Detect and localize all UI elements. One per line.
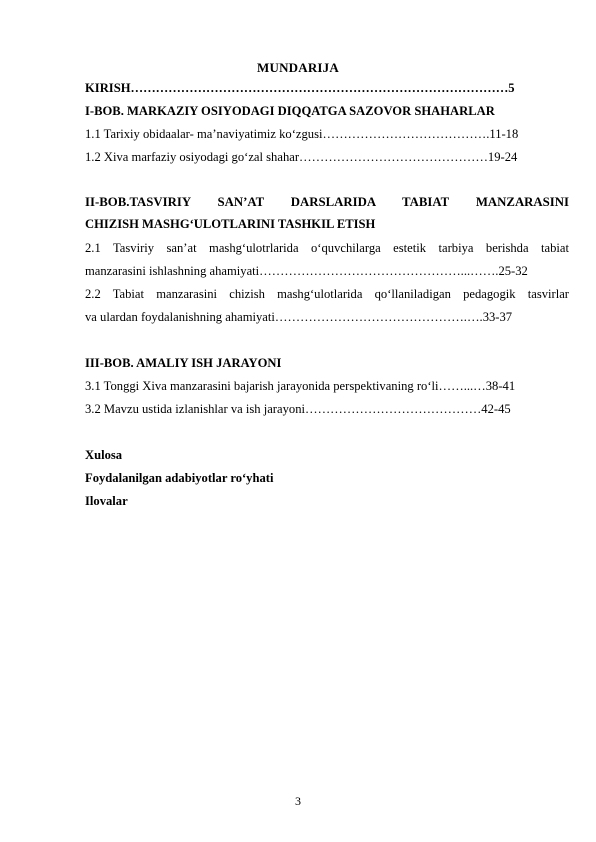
toc-entry-appendices: Ilovalar [85, 494, 128, 508]
toc-entry-2-2-line1: 2.2 Tabiat manzarasini chizish mashg‘ulotlarida qo‘llaniladigan pedagogik tasvirlar [85, 287, 569, 301]
toc-entry-3-2: 3.2 Mavzu ustida izlanishlar va ish jarayoni……………………………………42-45 [85, 402, 511, 416]
toc-chapter-2-heading-line1: II-BOB.TASVIRIY SAN’AT DARSLARIDA TABIAT MANZARASINI [85, 195, 569, 209]
toc-chapter-2-heading-line2: CHIZISH MASHG‘ULOTLARINI TASHKIL ETISH [85, 217, 376, 231]
toc-entry-2-1-line2: manzarasini ishlashning ahamiyati…………………………………………...…….25-32 [85, 264, 528, 278]
toc-entry-2-2-line2: va ulardan foydalanishning ahamiyati……………………………………….….33-37 [85, 310, 513, 324]
toc-chapter-1-heading: I-BOB. MARKAZIY OSIYODAGI DIQQATGA SAZOVOR SHAHARLAR [85, 104, 495, 118]
toc-entry-conclusion: Xulosa [85, 448, 123, 462]
page-number: 3 [295, 794, 301, 808]
toc-entry-2-1-line1: 2.1 Tasviriy san’at mashg‘ulotrlarida o‘quvchilarga estetik tarbiya berishda tabiat [85, 241, 569, 255]
toc-entry-1-2: 1.2 Xiva marfaziy osiyodagi go‘zal shahar………………………………………19-24 [85, 150, 518, 164]
toc-entry-1-1: 1.1 Tarixiy obidaalar- ma’naviyatimiz ko‘zgusi………………………………….11-18 [85, 127, 519, 141]
toc-entry-intro: KIRISH………………………………………………………………………………5 [85, 81, 515, 95]
toc-entry-3-1: 3.1 Tonggi Xiva manzarasini bajarish jarayonida perspektivaning ro‘li……...…38-41 [85, 379, 516, 393]
toc-title: MUNDARIJA [257, 60, 339, 75]
toc-entry-references: Foydalanilgan adabiyotlar ro‘yhati [85, 471, 274, 485]
toc-chapter-3-heading: III-BOB. AMALIY ISH JARAYONI [85, 356, 282, 370]
